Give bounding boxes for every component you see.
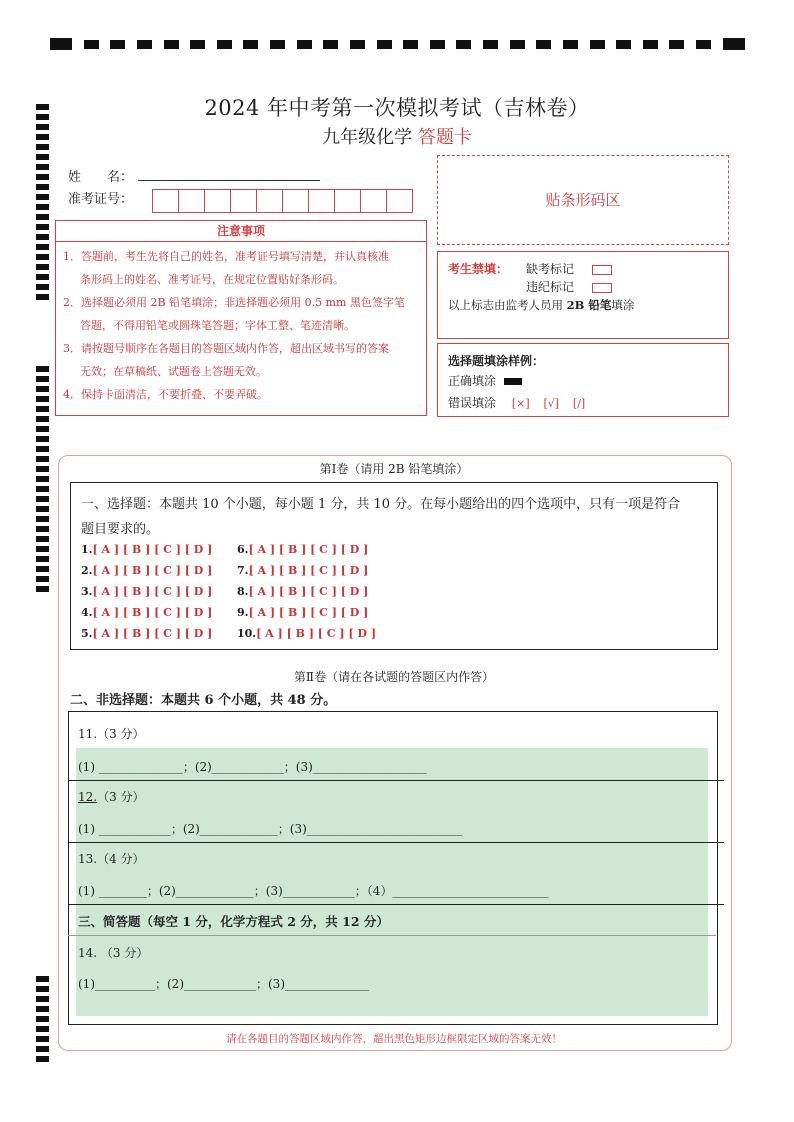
barcode-area (437, 155, 729, 245)
answer-options[interactable]: [ A ] [ B ] [ C ] [ D ] (248, 543, 369, 556)
question-number: 5. (81, 627, 93, 640)
part1-title: 第Ⅰ卷（请用 2B 铅笔填涂） (319, 462, 469, 476)
wrong-mark: [√] (543, 397, 560, 410)
choice-instruction-1: 一、选择题：本题共 10 个小题，每小题 1 分，共 10 分。在每小题给出的四个选项中，只有一项是符合 (81, 497, 681, 512)
q12-answers[interactable]: (1) ____________；(2)_____________；(3)__________________________ (78, 822, 463, 836)
question-row[interactable] (237, 564, 368, 577)
id-label: 准考证号： (68, 192, 134, 207)
choice-box (70, 482, 718, 650)
question-number: 4. (81, 606, 93, 619)
question-number: 10. (237, 627, 257, 640)
question-row[interactable] (81, 543, 212, 556)
prohibit-box (437, 251, 729, 339)
notes-box (55, 220, 427, 416)
answer-options[interactable]: [ A ] [ B ] [ C ] [ D ] (248, 564, 369, 577)
wrong-mark: [/] (572, 397, 586, 410)
q13-label: 13.（4 分） (78, 852, 145, 866)
notes-list (56, 242, 426, 406)
correct-row (448, 372, 522, 389)
note-line: 2．选择题必须用 2B 铅笔填涂；非选择题必须用 0.5 mm 黑色签字笔 (63, 296, 405, 309)
prohibit-note (448, 297, 634, 313)
section3-heading: 三、简答题（每空 1 分，化学方程式 2 分，共 12 分） (78, 914, 389, 929)
prohibit-note-bold: 2B 铅笔 (566, 298, 612, 312)
sample-title: 选择题填涂样例： (448, 354, 545, 368)
violation-mark[interactable] (592, 283, 612, 293)
question-number: 6. (237, 543, 249, 556)
answer-options[interactable]: [ A ] [ B ] [ C ] [ D ] (92, 627, 213, 640)
subtitle-accent: 答题卡 (417, 127, 472, 148)
q12-score: （3 分） (97, 790, 145, 804)
divider (68, 842, 724, 843)
q14-label: 14. （3 分） (78, 946, 149, 960)
name-field[interactable] (138, 180, 320, 181)
q13-answers[interactable]: (1) ________；(2)_____________；(3)____________；（4）__________________________ (78, 884, 549, 898)
question-row[interactable] (81, 627, 212, 640)
question-number: 3. (81, 585, 93, 598)
question-row[interactable] (237, 606, 368, 619)
question-row[interactable] (237, 543, 368, 556)
absent-mark[interactable] (592, 265, 612, 275)
footer-warning: 请在各题目的答题区域内作答，超出黑色矩形边框限定区域的答案无效！ (226, 1033, 562, 1045)
question-row[interactable] (237, 585, 368, 598)
divider (68, 780, 724, 781)
divider (68, 904, 724, 905)
correct-label: 正确填涂 (448, 374, 497, 388)
answer-options[interactable]: [ A ] [ B ] [ C ] [ D ] (248, 585, 369, 598)
name-label: 姓 名： (68, 170, 134, 185)
wrong-row (448, 394, 585, 411)
choice-instruction-2: 题目要求的。 (81, 522, 160, 537)
id-boxes[interactable] (152, 189, 412, 213)
note-line: 3．请按题号顺序在各题目的答题区域内作答，超出区域书写的答案 (63, 342, 389, 355)
page-title: 2024 年中考第一次模拟考试（吉林卷） (204, 96, 590, 120)
note-line: 条形码上的姓名、准考证号，在规定位置贴好条形码。 (80, 273, 344, 286)
note-line: 无效；在草稿纸、试题卷上答题无效。 (80, 365, 267, 378)
divider (68, 935, 716, 936)
sample-box (437, 343, 729, 417)
section2-heading: 二、非选择题：本题共 6 个小题，共 48 分。 (70, 693, 337, 708)
prohibit-label: 考生禁填： (448, 262, 509, 276)
violation-label: 违纪标记 (526, 280, 575, 294)
violation-row (526, 278, 612, 295)
question-row[interactable] (81, 606, 212, 619)
question-number: 7. (237, 564, 249, 577)
question-number: 8. (237, 585, 249, 598)
side-marks-middle (36, 366, 49, 596)
wrong-mark: [×] (511, 397, 530, 410)
q11-answers[interactable]: (1) ______________；(2)____________；(3)___________________ (78, 760, 427, 774)
absent-label: 缺考标记 (526, 262, 575, 276)
answer-options[interactable]: [ A ] [ B ] [ C ] [ D ] (92, 585, 213, 598)
question-row[interactable] (81, 564, 212, 577)
note-line: 答题，不得用铅笔或圆珠笔答题；字体工整、笔迹清晰。 (80, 319, 355, 332)
question-number: 9. (237, 606, 249, 619)
q14-answers[interactable]: (1)__________；(2)____________；(3)______________ (78, 977, 369, 991)
answer-options[interactable]: [ A ] [ B ] [ C ] [ D ] (92, 564, 213, 577)
top-timing-marks (50, 38, 745, 50)
answer-options[interactable]: [ A ] [ B ] [ C ] [ D ] (256, 627, 377, 640)
answer-options[interactable]: [ A ] [ B ] [ C ] [ D ] (92, 606, 213, 619)
answer-options[interactable]: [ A ] [ B ] [ C ] [ D ] (248, 606, 369, 619)
prohibit-note-post: 填涂 (611, 298, 635, 312)
correct-mark-icon (504, 378, 522, 385)
note-line: 4．保持卡面清洁，不要折叠、不要弄破。 (63, 388, 268, 401)
note-line: 1．答题前，考生先将自己的姓名，准考证号填写清楚，并认真核准 (63, 250, 389, 263)
barcode-label: 贴条形码区 (545, 191, 621, 209)
q12-heading (78, 788, 145, 805)
absent-row (526, 260, 612, 277)
subtitle-main: 九年级化学 (322, 127, 413, 148)
q12-label: 12. (78, 790, 98, 804)
page-subtitle (0, 123, 794, 149)
question-row[interactable] (237, 627, 376, 640)
q11-label: 11.（3 分） (78, 727, 145, 741)
prohibit-note-pre: 以上标志由监考人员用 (448, 298, 567, 312)
answer-options[interactable]: [ A ] [ B ] [ C ] [ D ] (92, 543, 213, 556)
question-number: 2. (81, 564, 93, 577)
wrong-label: 错误填涂 (448, 396, 497, 410)
part2-title: 第Ⅱ卷（请在各试题的答题区内作答） (293, 670, 495, 684)
question-row[interactable] (81, 585, 212, 598)
question-number: 1. (81, 543, 93, 556)
notes-title: 注意事项 (56, 221, 426, 242)
side-marks-bottom (36, 976, 49, 1066)
